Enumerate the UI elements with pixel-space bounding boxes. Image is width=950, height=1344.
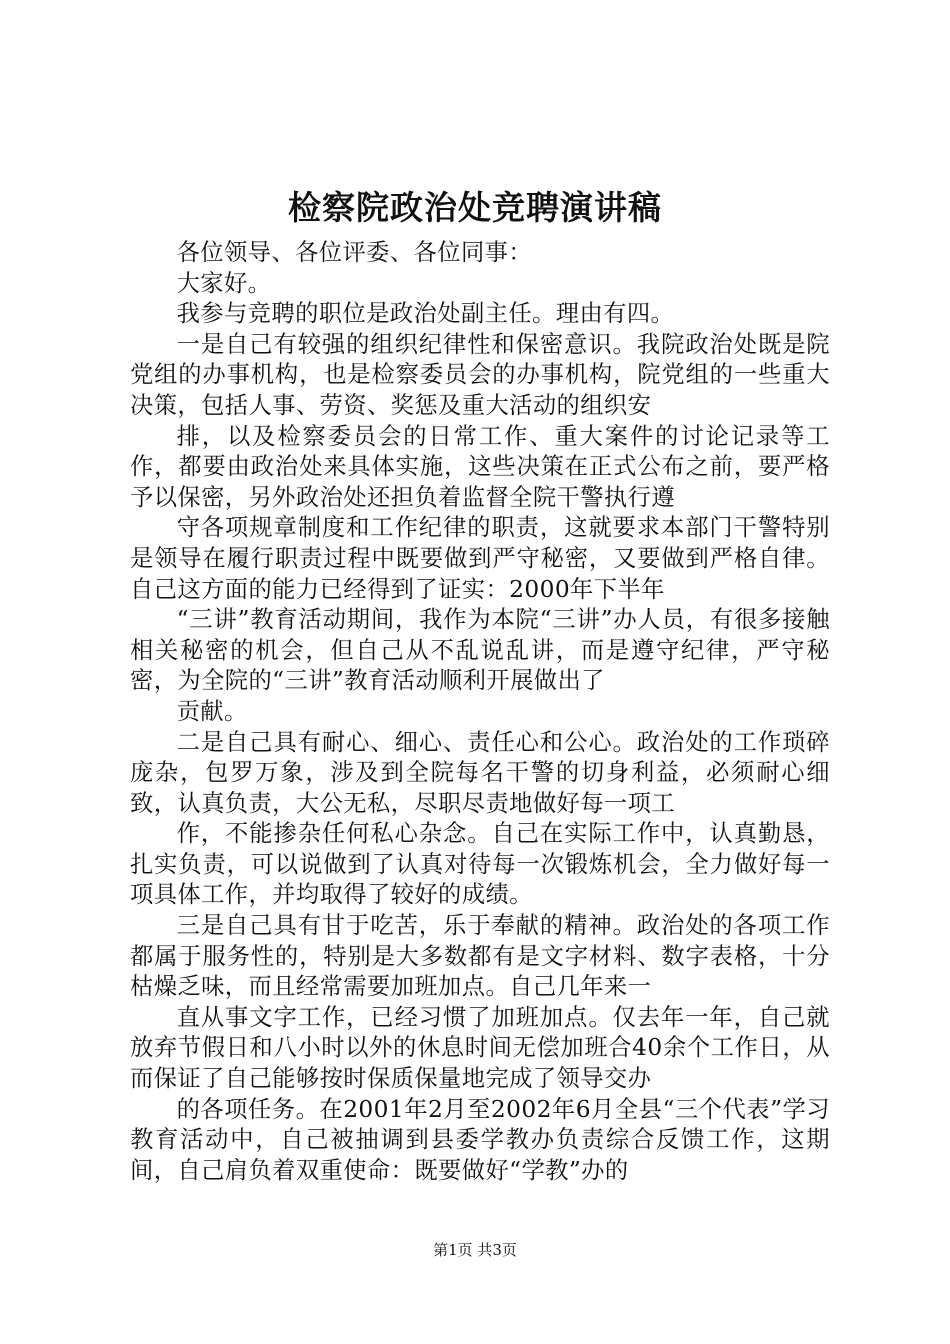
paragraph: 的各项任务。在2001年2月至2002年6月全县“三个代表”学习教育活动中，自己被抽调到县委学教办负责综合反馈工作，这期间，自己肩负着双重使命：既要做好“学教”办的 — [130, 1095, 830, 1184]
paragraph-intro: 我参与竞聘的职位是政治处副主任。理由有四。 — [176, 300, 675, 328]
paragraph: 贡献。 — [176, 697, 248, 725]
paragraph: 直从事文字工作，已经习惯了加班加点。仅去年一年，自己就放弃节假日和八小时以外的休息时间无偿加班合40余个工作日，从而保证了自己能够按时保质保量地完成了领导交办 — [130, 1003, 830, 1093]
paragraph: 作，不能掺杂任何私心杂念。自己在实际工作中，认真勤恳，扎实负责，可以说做到了认真对待每一次锻炼机会，全力做好每一项具体工作，并均取得了较好的成绩。 — [130, 820, 830, 909]
paragraph-greeting: 大家好。 — [176, 269, 272, 297]
paragraph: “三讲”教育活动期间，我作为本院“三讲”办人员，有很多接触相关秘密的机会，但自己从不乱说乱讲，而是遵守纪律，严守秘密，为全院的“三讲”教育活动顺利开展做出了 — [130, 606, 830, 695]
page-number-footer: 第1页 共3页 — [433, 1241, 517, 1259]
paragraph: 守各项规章制度和工作纪律的职责，这就要求本部门干警特别是领导在履行职责过程中既要做到严守秘密，又要做到严格自律。自己这方面的能力已经得到了证实：2000年下半年 — [130, 514, 830, 603]
paragraph: 三是自己具有甘于吃苦，乐于奉献的精神。政治处的各项工作都属于服务性的，特别是大多数都有是文字材料、数字表格，十分枯燥乏味，而且经常需要加班加点。自己几年来一 — [130, 912, 830, 1001]
paragraph: 二是自己具有耐心、细心、责任心和公心。政治处的工作琐碎庞杂，包罗万象，涉及到全院每名干警的切身利益，必须耐心细致，认真负责，大公无私，尽职尽责地做好每一项工 — [130, 728, 830, 817]
paragraph-salutation: 各位领导、各位评委、各位同事： — [176, 239, 533, 266]
document-body — [130, 238, 830, 1186]
paragraph: 一是自己有较强的组织纪律性和保密意识。我院政治处既是院党组的办事机构，也是检察委员会的办事机构，院党组的一些重大决策，包括人事、劳资、奖惩及重大活动的组织安 — [130, 330, 830, 419]
paragraph: 排，以及检察委员会的日常工作、重大案件的讨论记录等工作，都要由政治处来具体实施，这些决策在正式公布之前，要严格予以保密，另外政治处还担负着监督全院干警执行遵 — [130, 422, 830, 511]
document-title: 检察院政治处竞聘演讲稿 — [288, 188, 662, 227]
